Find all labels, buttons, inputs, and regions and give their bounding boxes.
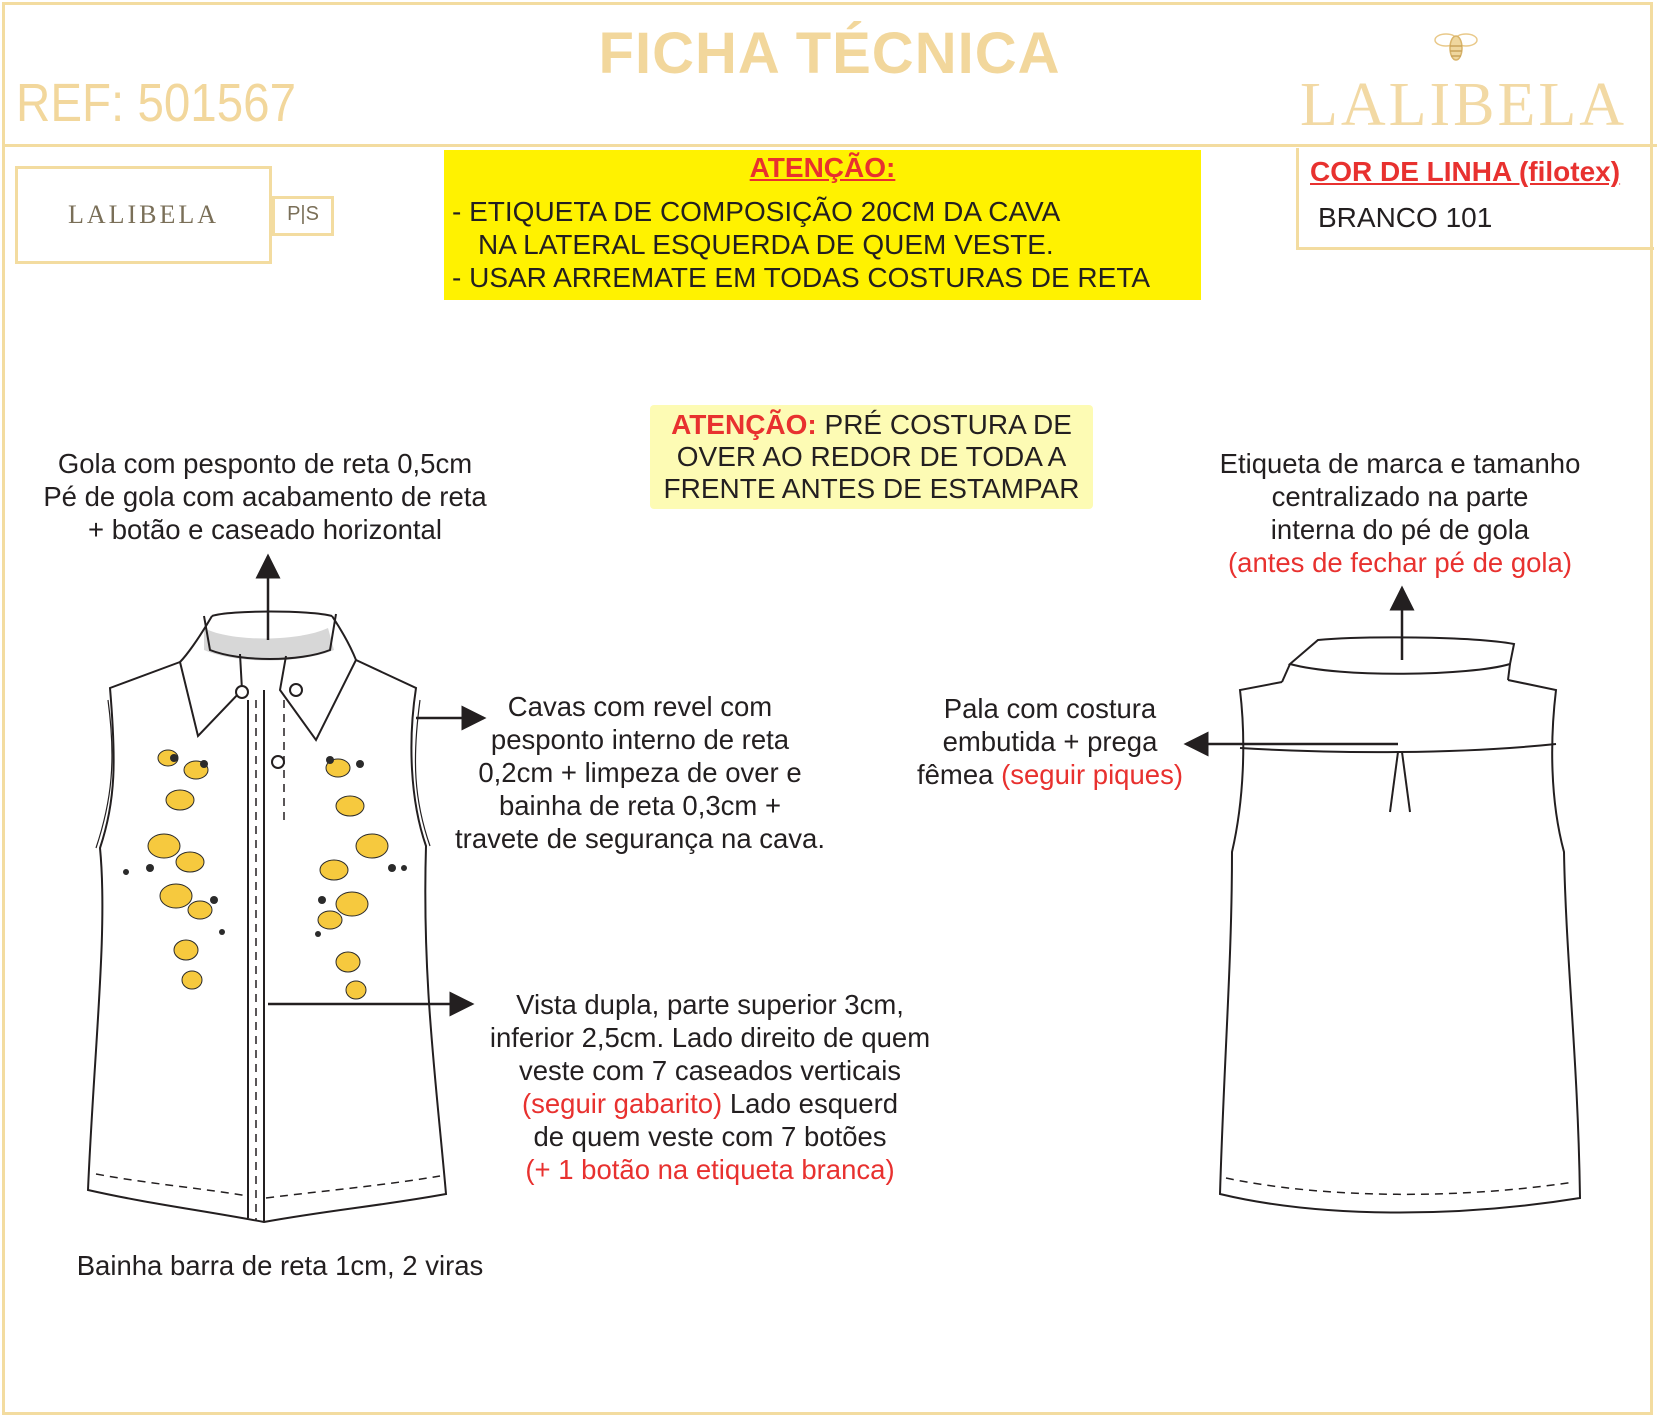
collar-note (0, 447, 530, 546)
thread-color-title: COR DE LINHA (filotex) (1310, 156, 1621, 187)
thread-color-value: BRANCO 101 (1318, 202, 1493, 233)
collar-note-line-2: Pé de gola com acabamento de reta (43, 481, 487, 512)
reference-code: REF: 501567 (16, 73, 297, 133)
yoke-note-line-1: Pala com costura (943, 693, 1157, 724)
back-shirt-drawing (1220, 637, 1580, 1212)
armhole-note-line-3: 0,2cm + limpeza de over e (478, 757, 802, 788)
front-shirt-drawing (88, 612, 446, 1223)
back-label-note-timing: (antes de fechar pé de gola) (1228, 547, 1572, 578)
size-tag-text: P|S (287, 203, 319, 225)
hem-note: Bainha barra de reta 1cm, 2 viras (76, 1250, 484, 1281)
pre-sewing-line-3: FRENTE ANTES DE ESTAMPAR (663, 473, 1080, 504)
yoke-note-line-3-text: fêmea (917, 759, 1002, 790)
placket-note-line-4-text: Lado esquerd (722, 1088, 899, 1119)
placket-note-line-4 (450, 1087, 970, 1120)
back-label-note (1180, 447, 1620, 579)
collar-note-line-1: Gola com pesponto de reta 0,5cm (57, 448, 473, 479)
collar-note-line-3: + botão e caseado horizontal (88, 514, 442, 545)
placket-note-line-1: Vista dupla, parte superior 3cm, (516, 989, 904, 1020)
placket-note (450, 988, 970, 1186)
back-label-note-line-1: Etiqueta de marca e tamanho (1219, 448, 1581, 479)
yoke-note (900, 692, 1200, 791)
page-title: FICHA TÉCNICA (598, 21, 1061, 86)
placket-note-line-2: inferior 2,5cm. Lado direito de quem (489, 1022, 931, 1053)
yoke-note-line-3 (900, 758, 1200, 791)
armhole-note (420, 690, 860, 855)
armhole-note-line-5: travete de segurança na cava. (455, 823, 825, 854)
yoke-note-notch-hint: (seguir piques) (1001, 759, 1183, 790)
attention-title: ATENÇÃO: (749, 152, 896, 183)
placket-note-line-5: de quem veste com 7 botões (533, 1121, 887, 1152)
armhole-note-line-4: bainha de reta 0,3cm + (498, 790, 782, 821)
yoke-note-line-2: embutida + prega (942, 726, 1158, 757)
pre-sewing-line-2: OVER AO REDOR DE TODA A (676, 441, 1067, 472)
attention-line-2: NA LATERAL ESQUERDA DE QUEM VESTE. (478, 229, 1054, 260)
brand-label-text: LALIBELA (67, 200, 220, 229)
attention-line-3: - USAR ARREMATE EM TODAS COSTURAS DE RETA (452, 262, 1151, 293)
pre-sewing-line-1-text: PRÉ COSTURA DE (816, 409, 1072, 440)
attention-line-1: - ETIQUETA DE COMPOSIÇÃO 20CM DA CAVA (452, 196, 1061, 227)
armhole-note-line-1: Cavas com revel com (507, 691, 773, 722)
pre-sewing-label: ATENÇÃO: (671, 409, 817, 440)
armhole-note-line-2: pesponto interno de reta (490, 724, 790, 755)
placket-note-line-3: veste com 7 caseados verticais (518, 1055, 902, 1086)
placket-note-extra-button: (+ 1 botão na etiqueta branca) (525, 1154, 895, 1185)
placket-note-template-hint: (seguir gabarito) (521, 1088, 723, 1119)
brand-logo: LALIBELA (1300, 71, 1628, 139)
back-label-note-line-2: centralizado na parte (1271, 481, 1529, 512)
back-label-note-line-3: interna do pé de gola (1270, 514, 1530, 545)
